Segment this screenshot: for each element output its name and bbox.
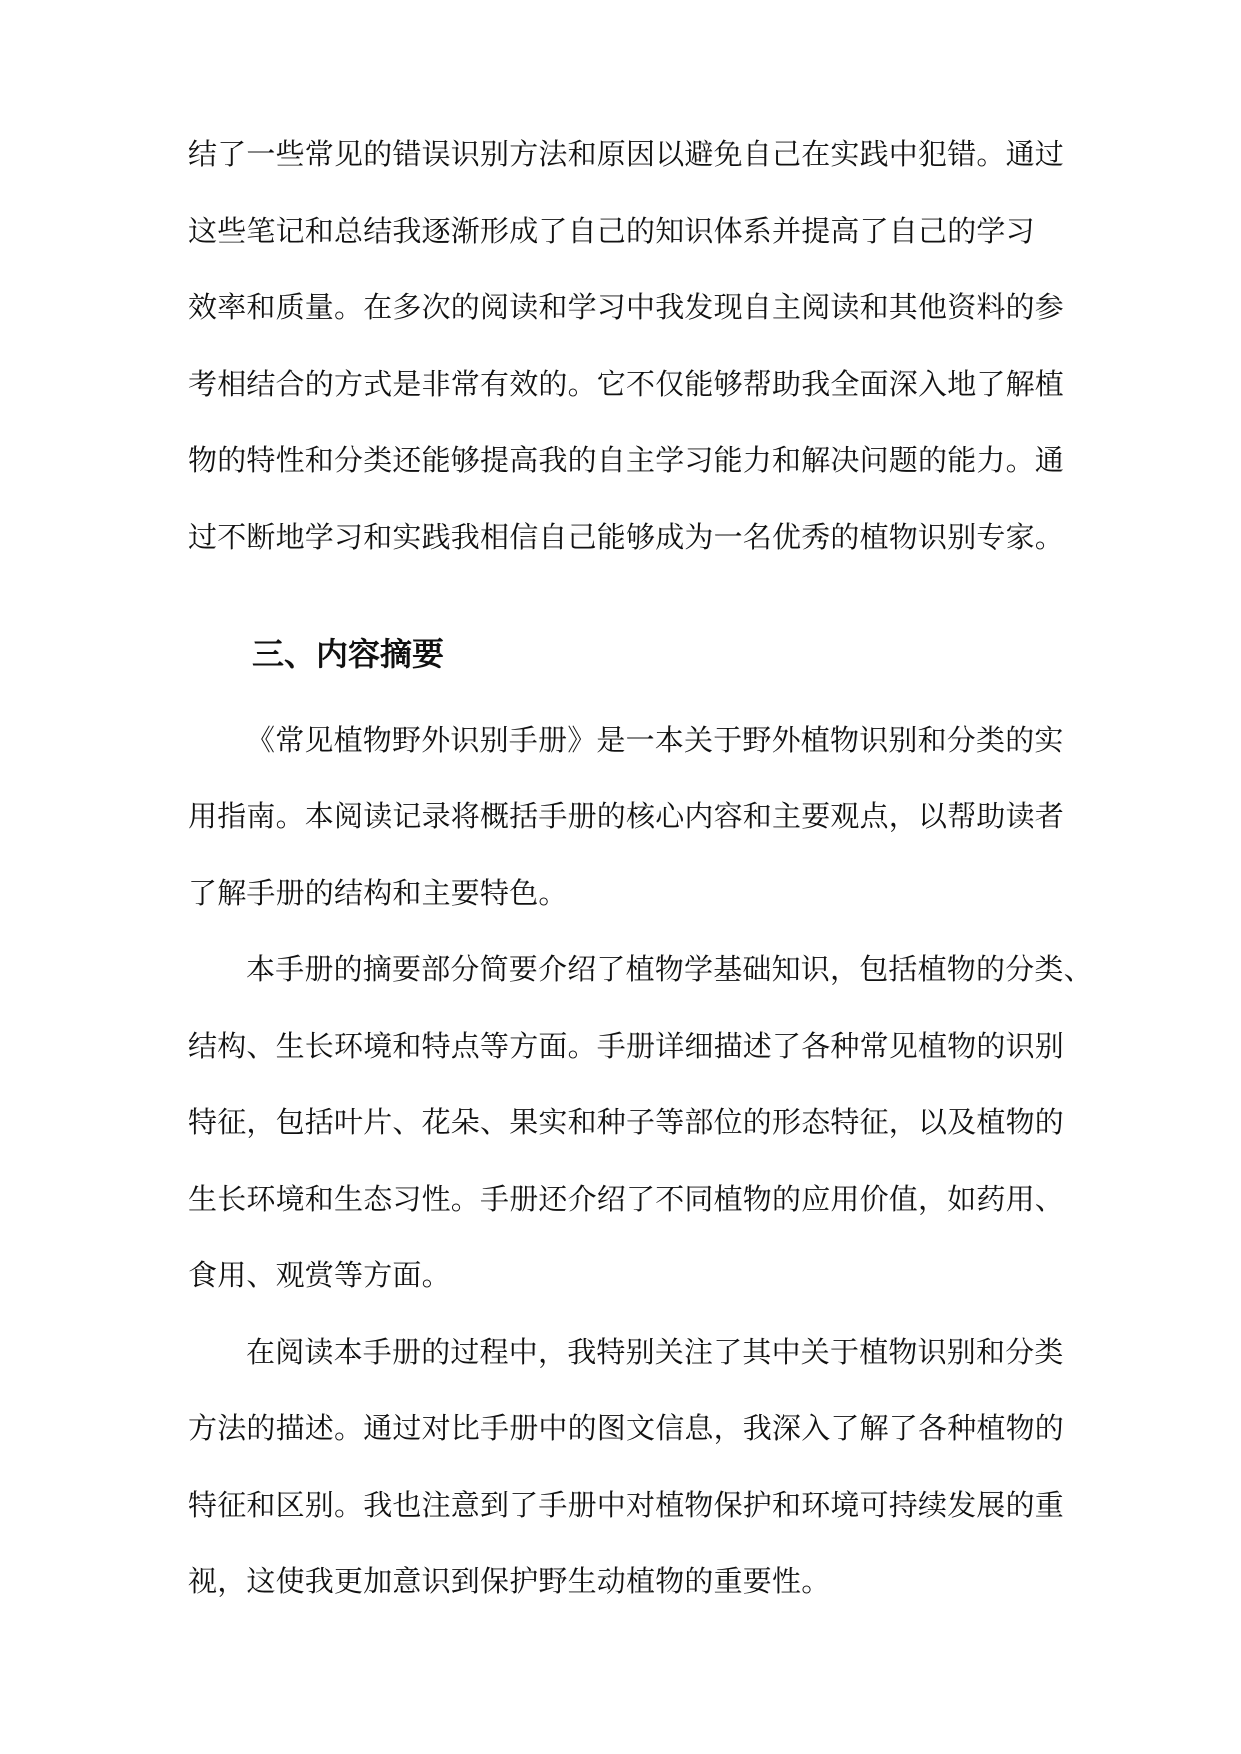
text-line: 考相结合的方式是非常有效的。它不仅能够帮助我全面深入地了解植 [188,367,1065,401]
text-line: 这些笔记和总结我逐渐形成了自己的知识体系并提高了自己的学习 [188,214,1035,248]
text-line: 效率和质量。在多次的阅读和学习中我发现自主阅读和其他资料的参 [188,290,1065,324]
text-line: 过不断地学习和实践我相信自己能够成为一名优秀的植物识别专家。 [188,520,1065,554]
text-line: 特征和区别。我也注意到了手册中对植物保护和环境可持续发展的重 [188,1488,1065,1522]
text-line: 物的特性和分类还能够提高我的自主学习能力和解决问题的能力。通 [188,443,1065,477]
text-line: 结了一些常见的错误识别方法和原因以避免自己在实践中犯错。通过 [188,137,1065,171]
text-line: 方法的描述。通过对比手册中的图文信息，我深入了解了各种植物的 [188,1411,1065,1445]
text-line: 视，这使我更加意识到保护野生动植物的重要性。 [188,1564,831,1598]
text-line: 在阅读本手册的过程中，我特别关注了其中关于植物识别和分类 [246,1335,1064,1369]
text-line: 了解手册的结构和主要特色。 [188,876,568,910]
text-line: 本手册的摘要部分简要介绍了植物学基础知识，包括植物的分类、 [246,952,1093,986]
section-heading: 三、内容摘要 [252,635,445,673]
text-line: 食用、观赏等方面。 [188,1258,451,1292]
text-line: 特征，包括叶片、花朵、果实和种子等部位的形态特征，以及植物的 [188,1105,1065,1139]
text-line: 生长环境和生态习性。手册还介绍了不同植物的应用价值，如药用、 [188,1182,1065,1216]
text-line: 《常见植物野外识别手册》是一本关于野外植物识别和分类的实 [246,723,1064,757]
text-line: 用指南。本阅读记录将概括手册的核心内容和主要观点，以帮助读者 [188,799,1065,833]
text-line: 结构、生长环境和特点等方面。手册详细描述了各种常见植物的识别 [188,1029,1065,1063]
